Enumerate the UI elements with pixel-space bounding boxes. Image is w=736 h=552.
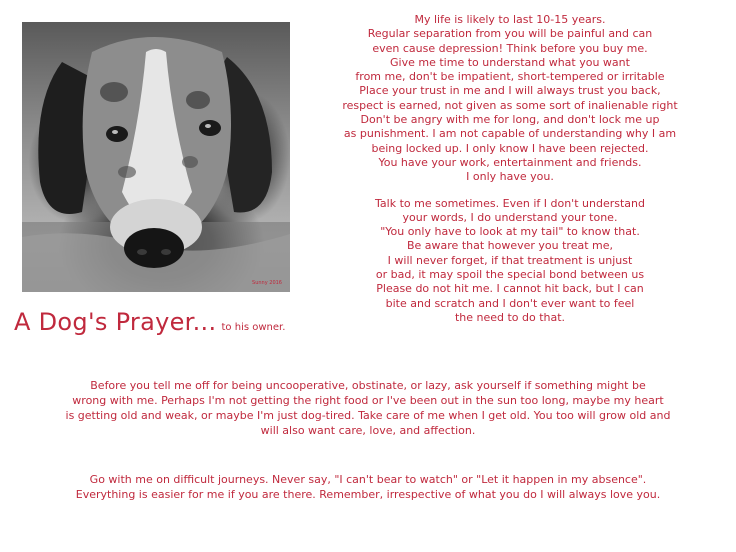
poem-line: My life is likely to last 10-15 years. bbox=[414, 13, 606, 26]
poem-line: Place your trust in me and I will always trust you back, bbox=[359, 84, 661, 98]
paragraph-line: will also want care, love, and affection. bbox=[260, 424, 476, 437]
paragraph-line: wrong with me. Perhaps I'm not getting the right food or I've been out in the sun too long, maybe my heart bbox=[72, 394, 664, 407]
poem-line: the need to do that. bbox=[454, 310, 566, 324]
paragraph-line: is getting old and weak, or maybe I'm just dog-tired. Take care of me when I get old. You too will grow old and bbox=[65, 409, 671, 422]
poem-line: from me, don't be impatient, short-tempered or irritable bbox=[355, 70, 665, 84]
paragraph-line: Before you tell me off for being uncooperative, obstinate, or lazy, ask yourself if something might be bbox=[90, 379, 646, 392]
poem-line: your words, I do understand your tone. bbox=[402, 210, 618, 224]
paragraph-line: Go with me on difficult journeys. Never say, "I can't bear to watch" or "Let it happen in my absence". bbox=[89, 473, 647, 486]
poem-line: Regular separation from you will be painful and can bbox=[367, 27, 653, 41]
poem-line: "You only have to look at my tail" to know that. bbox=[380, 225, 640, 239]
title-main: A Dog's Prayer... bbox=[14, 308, 217, 336]
poem-line: or bad, it may spoil the special bond between us bbox=[375, 268, 645, 282]
poem-line: as punishment. I am not capable of understanding why I am bbox=[343, 127, 677, 141]
poem-line: being locked up. I only know I have been rejected. bbox=[371, 141, 649, 155]
poem-line: bite and scratch and I don't ever want to feel bbox=[385, 296, 635, 310]
poem-line: I only have you. bbox=[466, 170, 554, 184]
poem-line: I will never forget, if that treatment is unjust bbox=[387, 253, 633, 267]
photo-credit: Sunny 2016 bbox=[252, 280, 282, 286]
poem-line: respect is earned, not given as some sort of inalienable right bbox=[342, 98, 678, 112]
poem-line: Please do not hit me. I cannot hit back, but I can bbox=[376, 282, 644, 296]
poem-block bbox=[300, 13, 720, 325]
poem-line: Give me time to understand what you want bbox=[390, 55, 630, 69]
page-title bbox=[14, 308, 285, 336]
poem-line: even cause depression! Think before you buy me. bbox=[372, 41, 648, 55]
paragraph-journeys bbox=[6, 472, 730, 502]
stanza-gap bbox=[300, 185, 720, 197]
paragraph-health bbox=[6, 378, 730, 438]
poem-line: Don't be angry with me for long, and don't lock me up bbox=[360, 113, 660, 127]
poem-line: You have your work, entertainment and friends. bbox=[378, 155, 642, 169]
dog-illustration bbox=[22, 22, 290, 292]
title-sub: to his owner. bbox=[221, 322, 286, 333]
paragraph-line: Everything is easier for me if you are there. Remember, irrespective of what you do I will always love you. bbox=[75, 488, 661, 501]
poem-line: Talk to me sometimes. Even if I don't understand bbox=[375, 196, 645, 210]
dog-photo bbox=[22, 22, 290, 292]
poem-line: Be aware that however you treat me, bbox=[406, 239, 614, 253]
